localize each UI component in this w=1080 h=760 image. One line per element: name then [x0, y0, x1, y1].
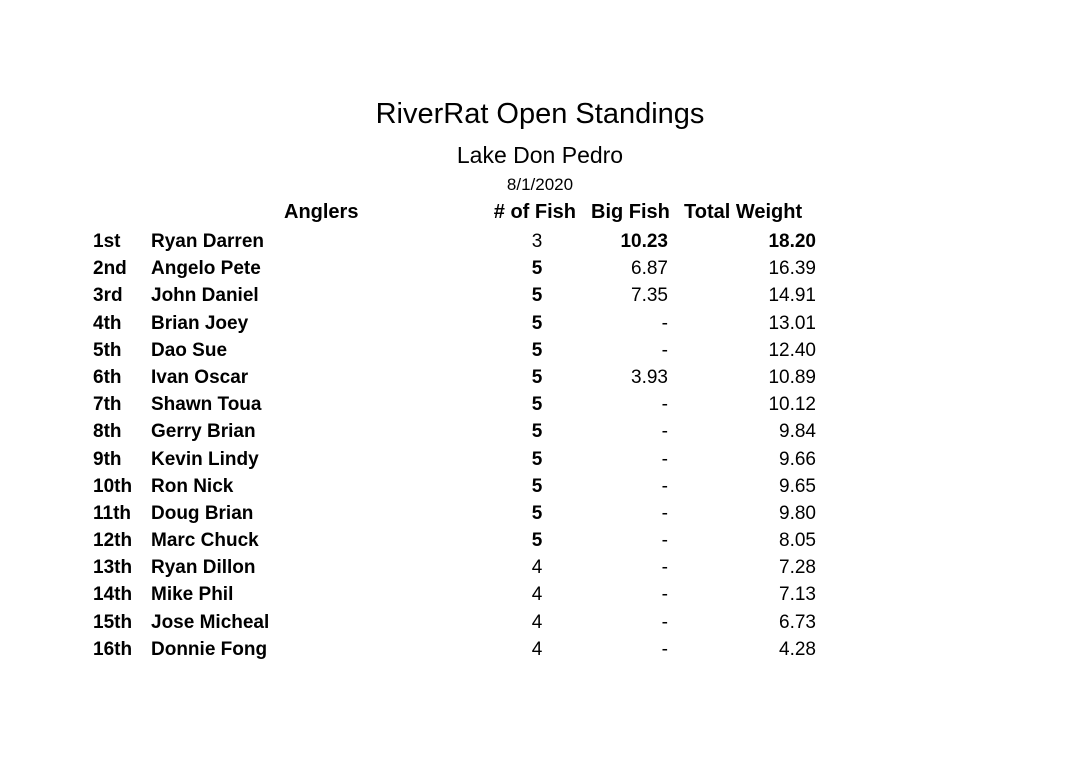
table-row — [0, 337, 1080, 364]
total-weight-cell: 8.05 — [779, 530, 816, 552]
num-fish-cell: 5 — [531, 502, 543, 524]
table-row — [0, 554, 1080, 581]
table-row — [0, 391, 1080, 418]
big-fish-cell: - — [661, 394, 668, 416]
place-cell: 6th — [93, 366, 122, 388]
total-weight-cell: 6.73 — [779, 611, 816, 633]
num-fish-cell: 4 — [531, 557, 543, 579]
place-cell: 15th — [93, 611, 133, 633]
big-fish-cell: - — [661, 502, 668, 524]
angler-name-cell: Angelo Pete — [151, 258, 261, 280]
num-fish-cell: 5 — [531, 394, 543, 416]
angler-name-cell: Dao Sue — [151, 339, 228, 361]
total-weight-cell: 9.84 — [779, 421, 816, 443]
angler-name-cell: Mike Phil — [151, 584, 234, 606]
total-weight-cell: 10.12 — [768, 394, 816, 416]
big-fish-cell: - — [661, 421, 668, 443]
column-header-big-fish: Big Fish — [591, 201, 670, 223]
big-fish-cell: 3.93 — [631, 366, 668, 388]
column-header-total-weight: Total Weight — [684, 201, 803, 223]
place-cell: 1st — [93, 231, 121, 252]
place-cell: 16th — [93, 638, 133, 660]
angler-name-cell: Shawn Toua — [151, 394, 262, 416]
angler-name-cell: Donnie Fong — [151, 638, 268, 660]
place-cell: 9th — [93, 448, 122, 470]
place-cell: 3rd — [93, 285, 123, 307]
table-row — [0, 446, 1080, 473]
total-weight-cell: 9.66 — [779, 448, 816, 470]
big-fish-cell: 10.23 — [620, 231, 668, 252]
table-row — [0, 636, 1080, 663]
angler-name-cell: Ron Nick — [151, 475, 234, 497]
place-cell: 14th — [93, 584, 133, 606]
lake-subtitle: Lake Don Pedro — [456, 142, 624, 168]
total-weight-cell: 4.28 — [779, 638, 816, 660]
table-row — [0, 473, 1080, 500]
num-fish-cell: 5 — [531, 421, 543, 443]
total-weight-cell: 13.01 — [768, 312, 816, 334]
total-weight-cell: 12.40 — [768, 339, 816, 361]
standings-table — [0, 228, 1080, 663]
angler-name-cell: Doug Brian — [151, 502, 254, 524]
num-fish-cell: 5 — [531, 475, 543, 497]
num-fish-cell: 5 — [531, 448, 543, 470]
big-fish-cell: 6.87 — [631, 258, 668, 280]
angler-name-cell: Ryan Darren — [151, 231, 264, 252]
table-row — [0, 609, 1080, 636]
table-row — [0, 228, 1080, 255]
place-cell: 10th — [93, 475, 133, 497]
angler-name-cell: Jose Micheal — [151, 611, 270, 633]
big-fish-cell: - — [661, 611, 668, 633]
angler-name-cell: John Daniel — [151, 285, 259, 307]
angler-name-cell: Kevin Lindy — [151, 448, 259, 470]
big-fish-cell: 7.35 — [631, 285, 668, 307]
total-weight-cell: 10.89 — [768, 366, 816, 388]
num-fish-cell: 5 — [531, 285, 543, 307]
place-cell: 12th — [93, 530, 133, 552]
num-fish-cell: 5 — [531, 312, 543, 334]
big-fish-cell: - — [661, 339, 668, 361]
num-fish-cell: 5 — [531, 258, 543, 280]
big-fish-cell: - — [661, 475, 668, 497]
num-fish-cell: 4 — [531, 638, 543, 660]
total-weight-cell: 7.13 — [779, 584, 816, 606]
num-fish-cell: 5 — [531, 339, 543, 361]
angler-name-cell: Marc Chuck — [151, 530, 259, 552]
big-fish-cell: - — [661, 557, 668, 579]
place-cell: 11th — [93, 502, 132, 524]
total-weight-cell: 9.80 — [779, 502, 816, 524]
table-row — [0, 364, 1080, 391]
num-fish-cell: 4 — [531, 584, 543, 606]
big-fish-cell: - — [661, 448, 668, 470]
place-cell: 13th — [93, 557, 133, 579]
column-header-num-fish: # of Fish — [493, 201, 576, 223]
place-cell: 8th — [93, 421, 122, 443]
num-fish-cell: 5 — [531, 366, 543, 388]
total-weight-cell: 14.91 — [768, 285, 816, 307]
table-row — [0, 255, 1080, 282]
page-title: RiverRat Open Standings — [375, 98, 705, 130]
num-fish-cell: 5 — [531, 530, 543, 552]
table-row — [0, 310, 1080, 337]
total-weight-cell: 9.65 — [779, 475, 816, 497]
angler-name-cell: Gerry Brian — [151, 421, 256, 443]
big-fish-cell: - — [661, 312, 668, 334]
event-date: 8/1/2020 — [506, 175, 574, 194]
place-cell: 4th — [93, 312, 122, 334]
place-cell: 2nd — [93, 258, 127, 280]
big-fish-cell: - — [661, 638, 668, 660]
total-weight-cell: 16.39 — [768, 258, 816, 280]
angler-name-cell: Ivan Oscar — [151, 366, 249, 388]
table-row — [0, 500, 1080, 527]
table-row — [0, 581, 1080, 608]
big-fish-cell: - — [661, 584, 668, 606]
total-weight-cell: 18.20 — [768, 231, 816, 252]
angler-name-cell: Ryan Dillon — [151, 557, 256, 579]
angler-name-cell: Brian Joey — [151, 312, 249, 334]
big-fish-cell: - — [661, 530, 668, 552]
table-row — [0, 282, 1080, 309]
num-fish-cell: 4 — [531, 611, 543, 633]
place-cell: 5th — [93, 339, 122, 361]
table-row — [0, 527, 1080, 554]
place-cell: 7th — [93, 394, 122, 416]
table-row — [0, 418, 1080, 445]
total-weight-cell: 7.28 — [779, 557, 816, 579]
column-header-anglers: Anglers — [284, 201, 359, 223]
num-fish-cell: 3 — [531, 231, 543, 252]
